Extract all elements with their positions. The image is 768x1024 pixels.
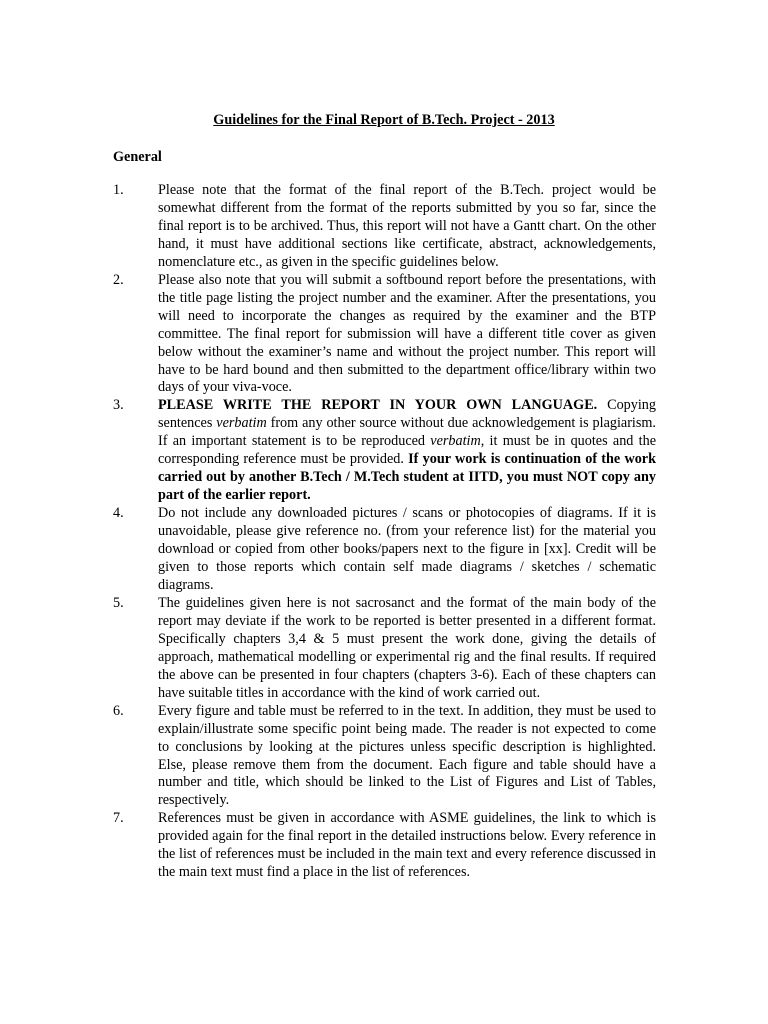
item-text-segment: , it must be in quotes and the corresponding reference must be provided.	[158, 433, 656, 468]
item-number: 5.	[113, 594, 124, 611]
section-heading-general: General	[113, 149, 162, 165]
list-item	[113, 810, 656, 882]
item-bold-tail: If your work is continuation of the work carried out by another B.Tech / M.Tech student at IITD, you must NOT copy any part of the earlier report.	[158, 451, 656, 504]
item-bold-lead: PLEASE WRITE THE REPORT IN YOUR OWN LANGUAGE.	[158, 397, 598, 414]
item-number: 1.	[113, 182, 124, 198]
document-title: Guidelines for the Final Report of B.Tech. Project - 2013	[213, 112, 555, 128]
item-text: The guidelines given here is not sacrosanct and the format of the main body of the report may deviate if the work to be reported is better presented in a different format. Specifically chapters 3,4 & 5 must present the work done, giving the details of approach, mathematical modelling or experimental rig and the final results. If required the above can be presented in four chapters (chapters 3-6). Each of these chapters can have suitable titles in accordance with the kind of work carried out.	[158, 594, 656, 701]
item-text	[158, 397, 656, 505]
list-item	[113, 505, 656, 595]
list-item	[113, 703, 656, 811]
item-text-segment: Copying sentences	[158, 397, 656, 432]
list-item	[113, 397, 656, 505]
item-text: References must be given in accordance with ASME guidelines, the link to which is provided again for the final report in the detailed instructions below. Every reference in the list of references must be included in the main text and every reference discussed in the main text must find a place in the list of references.	[158, 810, 656, 881]
item-text: Please also note that you will submit a softbound report before the presentations, with the title page listing the project number and the examiner. After the presentations, you will need to incorporate the changes as required by the examiner and the BTP committee. The final report for submission will have a different title cover as given below without the examiner’s name and without the project number. This report will have to be hard bound and then submitted to the department office/library within two days of your viva-voce.	[158, 271, 656, 396]
item-italic-verbatim: verbatim	[216, 415, 267, 432]
list-item	[113, 272, 656, 398]
guidelines-list	[113, 182, 656, 882]
item-text: Please note that the format of the final report of the B.Tech. project would be somewhat different from the format of the reports submitted by you so far, since the final report is to be archived. Thus, this report will not have a Gantt chart. On the other hand, it must have additional sections like certificate, abstract, acknowledgements, nomenclature etc., as given in the specific guidelines below.	[158, 182, 656, 270]
item-text-segment: from any other source without due acknowledgement is plagiarism. If an important statement is to be reproduced	[158, 415, 656, 450]
item-text: Do not include any downloaded pictures / scans or photocopies of diagrams. If it is unavoidable, please give reference no. (from your reference list) for the material you download or copied from other books/papers next to the figure in [xx]. Credit will be given to those reports which contain self made diagrams / sketches / schematic diagrams.	[158, 505, 656, 593]
item-number: 7.	[113, 810, 124, 827]
list-item	[113, 595, 656, 703]
item-number: 2.	[113, 271, 124, 288]
item-italic-verbatim: verbatim	[430, 433, 481, 450]
item-number: 6.	[113, 702, 124, 719]
item-number: 4.	[113, 505, 124, 522]
item-number: 3.	[113, 397, 124, 414]
item-text: Every figure and table must be referred to in the text. In addition, they must be used to explain/illustrate some specific point being made. The reader is not expected to come to conclusions by looking at the pictures unless specific description is highlighted. Else, please remove them from the document. Each figure and table should have a number and title, which should be linked to the List of Figures and List of Tables, respectively.	[158, 702, 656, 809]
list-item	[113, 182, 656, 272]
